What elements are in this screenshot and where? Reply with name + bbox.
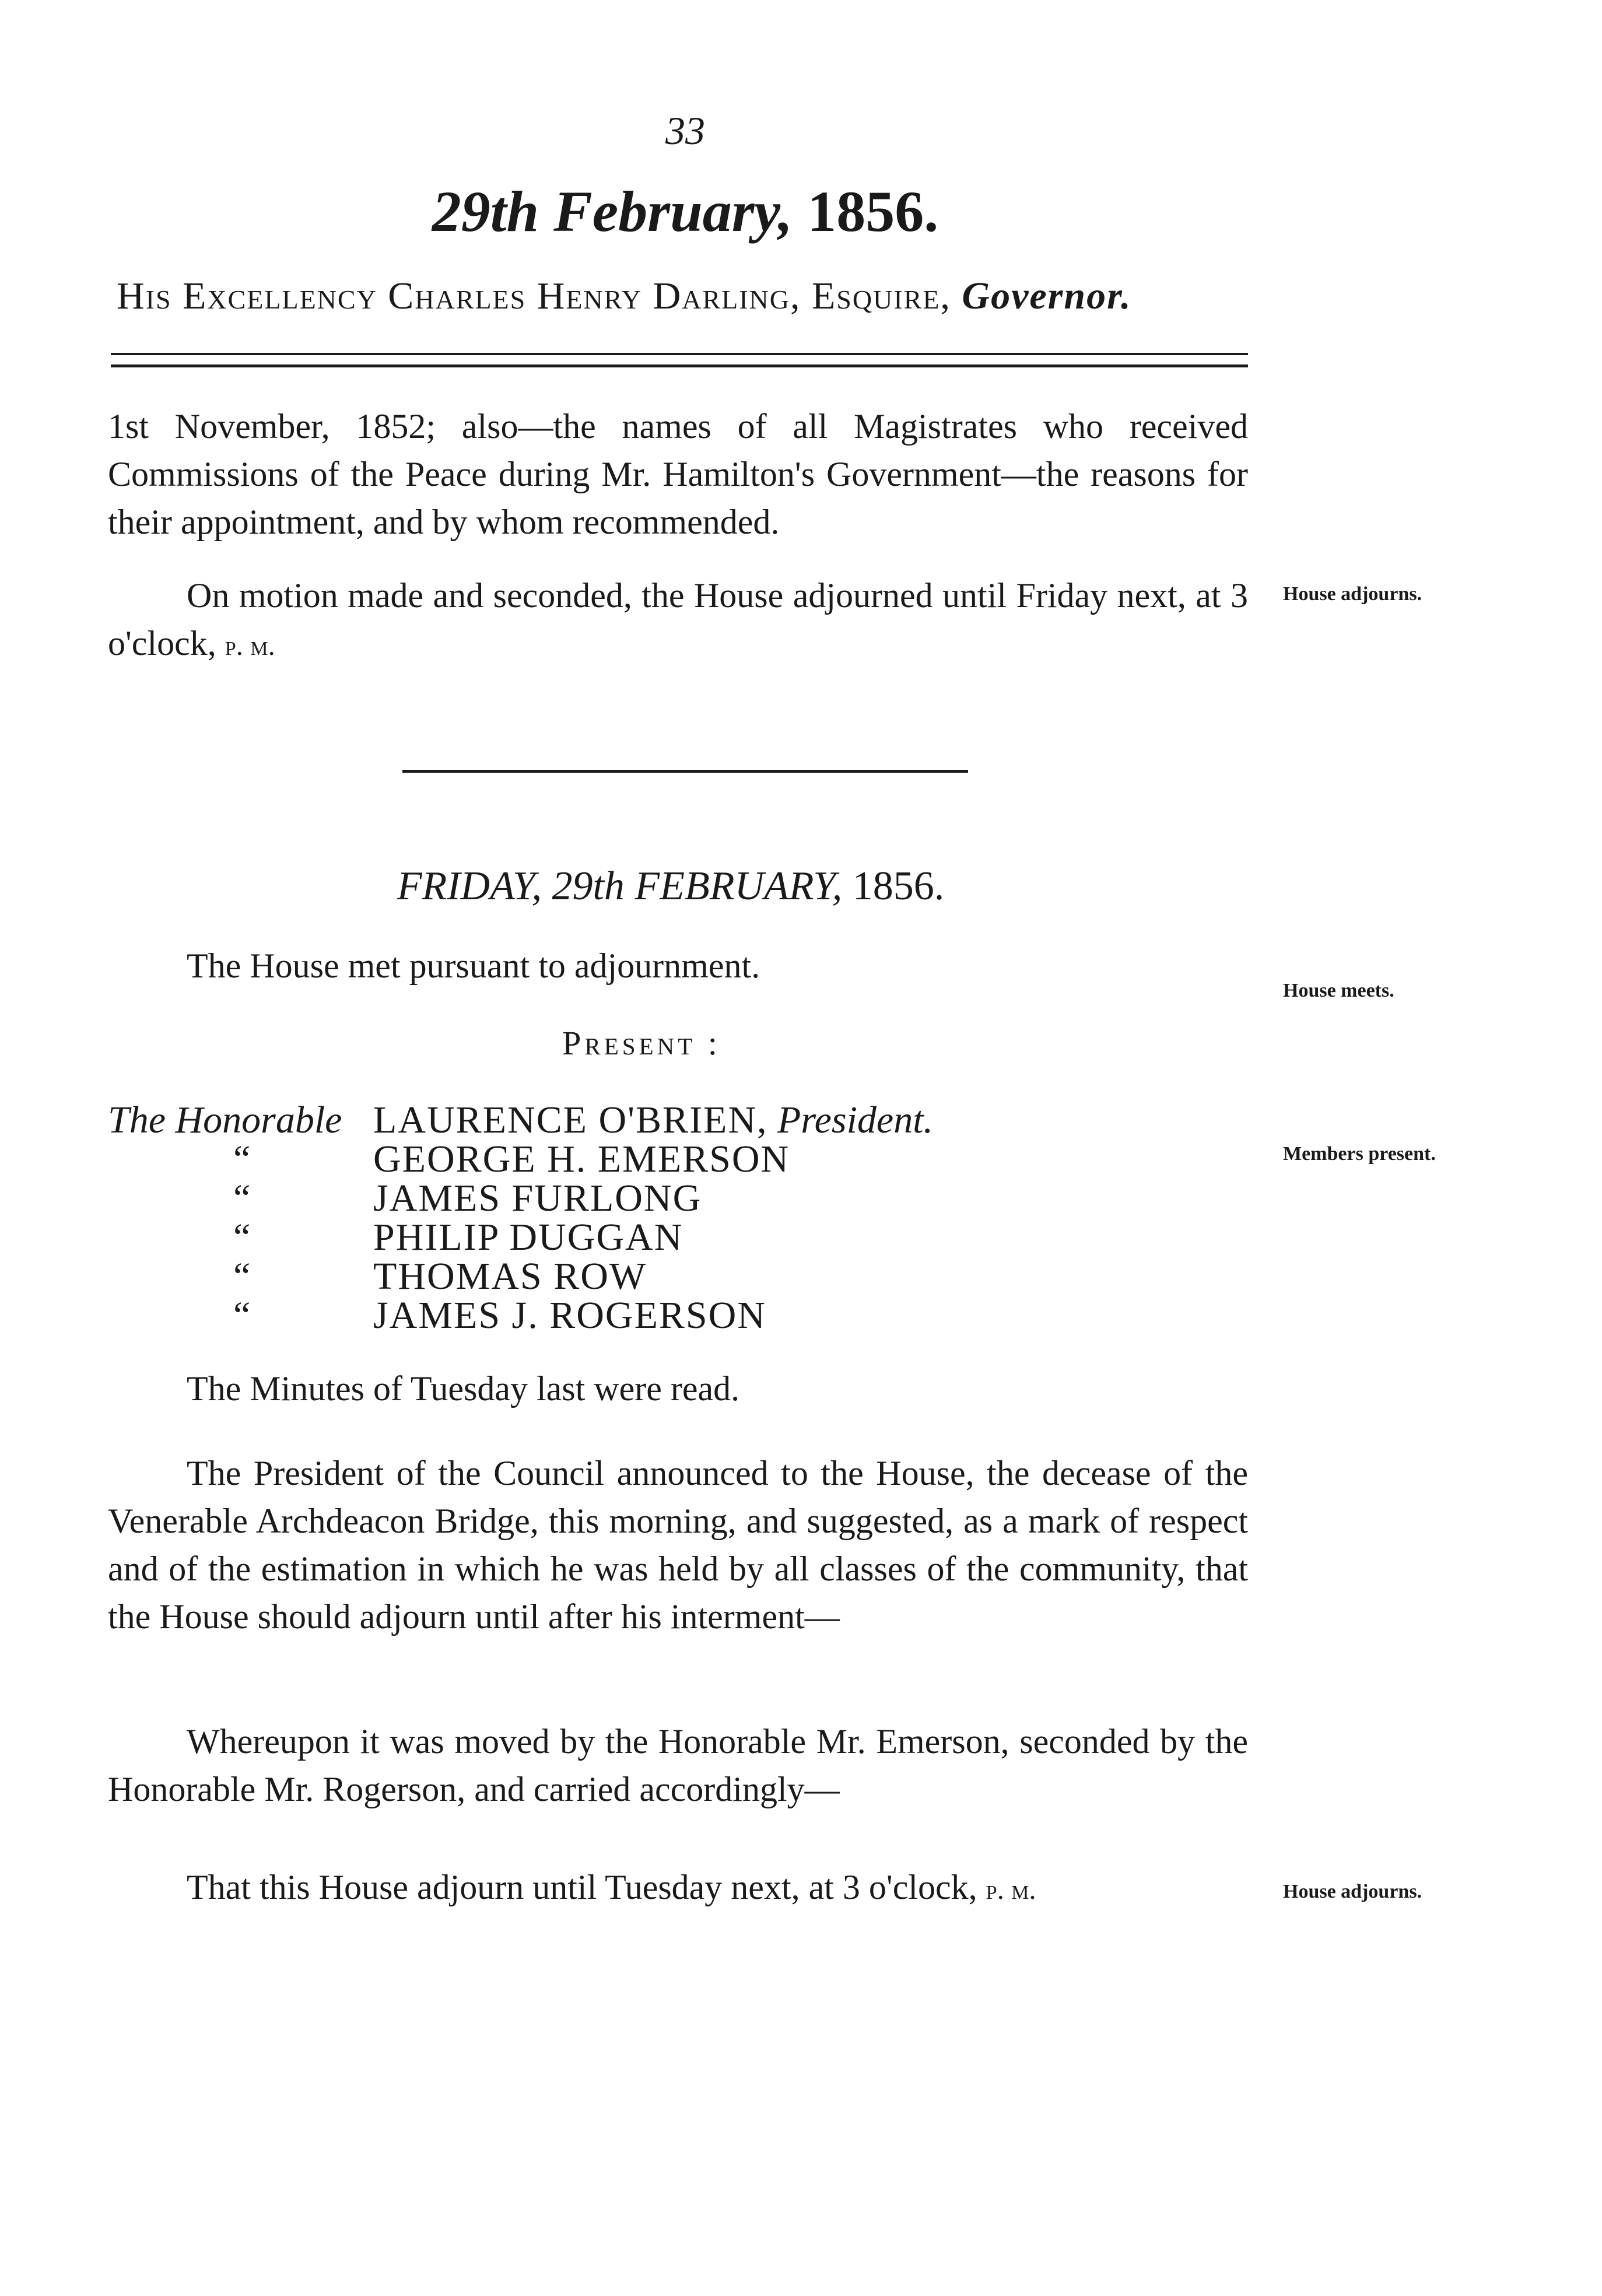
member-ditto-mark: “ [233,1138,251,1180]
member-name: LAURENCE O'BRIEN, [373,1099,768,1141]
member-row [108,1256,1216,1298]
house-met-paragraph: The House met pursuant to adjournment. [187,947,760,985]
final-adjournment-suffix: p. m. [986,1873,1036,1905]
member-name: THOMAS ROW [373,1255,647,1298]
page-number: 33 [665,108,705,153]
date-heading-year: 1856. [807,179,939,244]
governor-title: Governor. [962,275,1132,317]
header-double-rule [111,353,1248,367]
member-row [108,1295,1216,1337]
member-name: JAMES J. ROGERSON [373,1294,766,1337]
member-name: PHILIP DUGGAN [373,1216,683,1259]
member-prefix: The Honorable [108,1099,342,1141]
member-row [108,1217,1216,1259]
member-role: President. [777,1099,934,1141]
final-adjournment-paragraph [108,1863,1248,1913]
member-name: GEORGE H. EMERSON [373,1138,790,1180]
minutes-read-paragraph: The Minutes of Tuesday last were read. [187,1369,740,1408]
margin-note-members-present: Members present. [1283,1143,1436,1165]
member-ditto-mark: “ [233,1294,251,1337]
member-ditto-mark: “ [233,1255,251,1298]
day-heading-year: 1856. [852,864,945,909]
day-heading [0,863,1341,910]
member-name: JAMES FURLONG [373,1177,702,1219]
governor-name: His Excellency Charles Henry Darling, Esquire, [117,275,951,317]
section-divider-rule [402,770,968,773]
date-heading [0,178,1370,245]
date-heading-day: 29th February, [432,179,793,244]
continued-paragraph: 1st November, 1852; also—the names of all Magistrates who received Commissions of the Peace during Mr. Hamilton's Government—the reasons for their appointment, and by whom recommended. [108,407,1248,541]
governor-line [117,274,1271,318]
member-ditto-mark: “ [233,1177,251,1219]
member-row [108,1138,1216,1180]
announcement-paragraph: The President of the Council announced to the House, the decease of the Venerable Archdeacon Bridge, this morning, and suggested, as a mark of respect and of the estimation in which he was held by all classes of the community, that the House should adjourn until after his interment— [108,1454,1248,1636]
margin-note-house-adjourns-final: House adjourns. [1283,1881,1422,1902]
adjournment-time-suffix: p. m. [225,629,275,661]
member-row [108,1099,1216,1141]
margin-note-house-adjourns: House adjourns. [1283,583,1422,605]
adjournment-text: On motion made and seconded, the House adjourned until Friday next, at 3 o'clock, [108,576,1248,662]
motion-paragraph: Whereupon it was moved by the Honorable Mr. Emerson, seconded by the Honorable Mr. Rogerson, and carried accordingly— [108,1722,1248,1808]
member-ditto-mark: “ [233,1216,251,1259]
day-heading-text: FRIDAY, 29th FEBRUARY, [397,864,843,909]
member-row [108,1177,1216,1219]
adjournment-paragraph [108,572,1248,669]
margin-note-house-meets: House meets. [1283,980,1394,1001]
present-heading: Present : [562,1024,721,1062]
final-adjournment-text: That this House adjourn until Tuesday next, at 3 o'clock, [187,1868,977,1906]
